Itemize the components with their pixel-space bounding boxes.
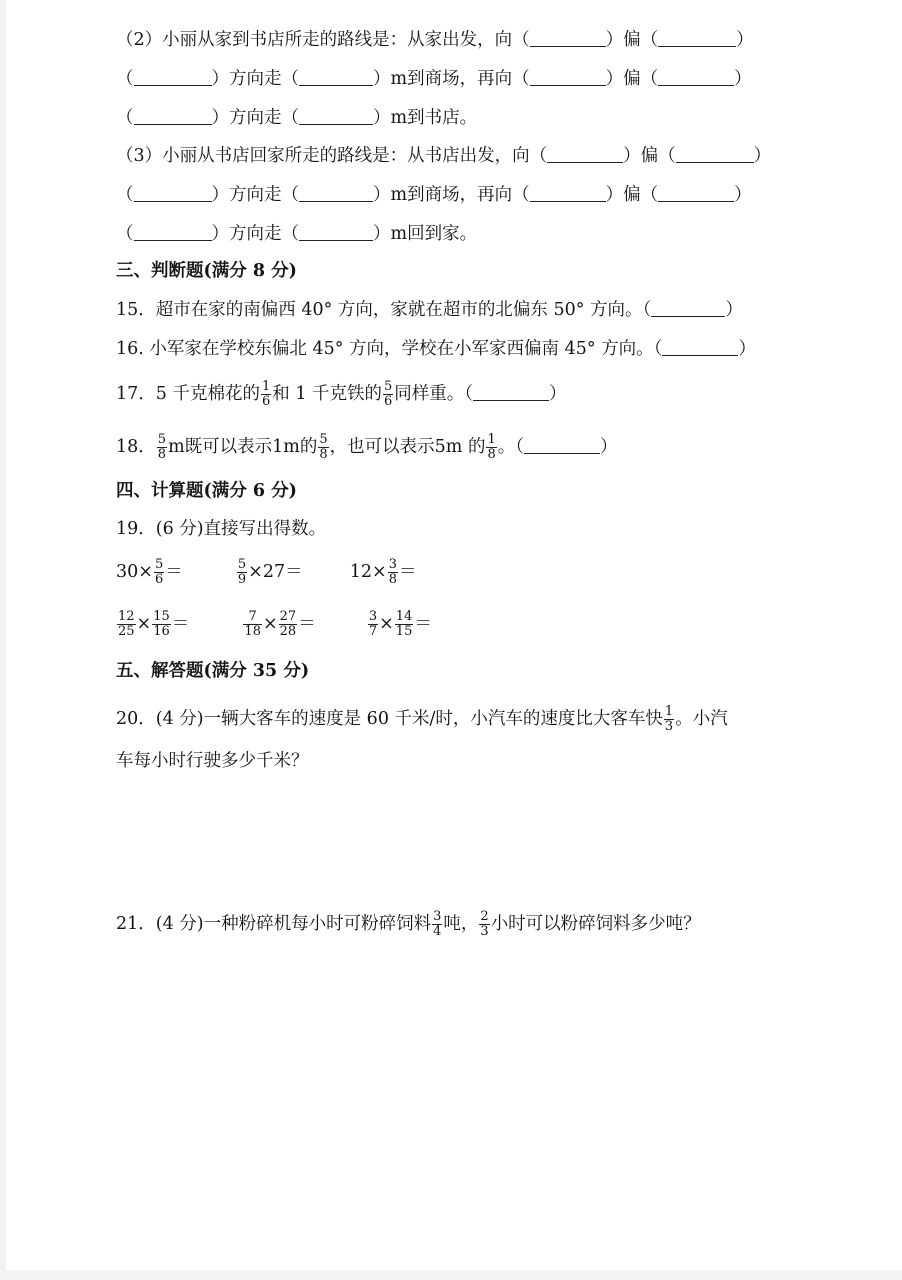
numerator: 2 <box>480 909 489 924</box>
text: 16. 小军家在学校东偏北 45° 方向，学校在小军家西偏南 45° 方向。（ <box>116 339 663 359</box>
denominator: 9 <box>237 572 247 587</box>
text: 和 1 千克铁的 <box>272 384 383 404</box>
q14-2-line3 <box>116 106 477 130</box>
numerator: 5 <box>154 557 164 572</box>
text: 同样重。（ <box>394 384 474 404</box>
numerator: 5 <box>157 432 167 447</box>
text: ＝ <box>414 614 432 634</box>
denominator: 15 <box>395 624 413 639</box>
text: ）偏（ <box>605 69 659 89</box>
text: 15．超市在家的南偏西 40° 方向，家就在超市的北偏东 50° 方向。（ <box>116 300 652 320</box>
text: ）方向走（ <box>211 224 299 244</box>
text: 12× <box>349 562 387 582</box>
fraction <box>664 705 674 734</box>
answer-blank[interactable] <box>530 30 606 47</box>
numerator: 1 <box>261 379 271 394</box>
text: 。（ <box>497 437 524 457</box>
text: ＝ <box>398 562 417 582</box>
answer-blank[interactable] <box>134 108 212 125</box>
text: ）m到商场，再向（ <box>373 185 530 205</box>
q19: 19．(6 分)直接写出得数。 <box>116 519 327 539</box>
text: ） <box>736 30 754 50</box>
q14-2-line1 <box>116 28 754 52</box>
fraction <box>383 380 393 409</box>
answer-blank[interactable] <box>662 339 738 356</box>
text: 。小汽 <box>675 709 728 729</box>
text: ）m到商场，再向（ <box>373 69 530 89</box>
text: 小时可以粉碎饲料多少吨？ <box>490 914 701 934</box>
answer-blank[interactable] <box>658 185 734 202</box>
text: ＝ <box>165 562 183 582</box>
text: （2）小丽从家到书店所走的路线是：从家出发，向（ <box>116 30 530 50</box>
answer-blank[interactable] <box>530 69 606 86</box>
text: ） <box>734 69 752 89</box>
denominator: 25 <box>118 624 135 639</box>
fraction <box>154 558 164 587</box>
q15 <box>116 298 743 322</box>
denominator: 8 <box>157 447 167 462</box>
expr-2 <box>236 557 303 587</box>
fraction <box>486 433 496 462</box>
q20-line2: 车每小时行驶多少千米？ <box>116 751 309 771</box>
text: ）偏（ <box>623 146 676 166</box>
text: （ <box>116 108 134 128</box>
fraction <box>368 610 378 639</box>
denominator: 28 <box>279 624 297 639</box>
numerator: 7 <box>243 610 262 625</box>
answer-blank[interactable] <box>299 185 373 202</box>
text: ） <box>738 339 756 359</box>
q20-line1 <box>116 705 728 734</box>
text: ＝ <box>171 614 190 634</box>
answer-blank[interactable] <box>134 185 212 202</box>
answer-blank[interactable] <box>676 146 754 163</box>
text: （ <box>116 185 134 205</box>
numerator: 14 <box>395 609 413 624</box>
fraction <box>279 610 298 639</box>
numerator: 5 <box>384 379 393 394</box>
text: ） <box>725 300 743 320</box>
text: ＝ <box>298 614 316 634</box>
answer-blank[interactable] <box>524 437 600 454</box>
q14-2-line2 <box>116 67 752 91</box>
denominator: 7 <box>368 624 378 639</box>
expr-4 <box>116 609 190 639</box>
text: m既可以表示1m的 <box>168 437 318 457</box>
answer-blank[interactable] <box>299 69 373 86</box>
text: ）方向走（ <box>211 108 299 128</box>
fraction <box>237 558 247 587</box>
calc-row-1 <box>116 558 416 587</box>
numerator: 3 <box>433 909 442 924</box>
denominator: 3 <box>664 719 674 734</box>
text: 18． <box>116 437 156 457</box>
expr-1 <box>116 557 183 587</box>
expr-6 <box>367 609 432 639</box>
text: （3）小丽从书店回家所走的路线是：从书店出发，向（ <box>116 146 548 166</box>
fraction <box>152 610 171 639</box>
text: 21．(4 分)一种粉碎机每小时可粉碎饲料 <box>116 914 432 934</box>
q18 <box>116 433 618 462</box>
expr-5 <box>242 609 316 639</box>
text: 17．5 千克棉花的 <box>116 384 260 404</box>
fraction <box>243 610 262 639</box>
fraction <box>318 433 328 462</box>
text: ） <box>753 146 772 166</box>
text: ） <box>600 437 618 457</box>
numerator: 1 <box>664 704 674 719</box>
q16 <box>116 337 756 361</box>
fraction <box>117 610 136 639</box>
numerator: 5 <box>237 557 247 572</box>
text: ）偏（ <box>605 30 659 50</box>
denominator: 8 <box>319 447 328 462</box>
answer-blank[interactable] <box>134 224 212 241</box>
q14-3-line2 <box>116 183 752 207</box>
text: 20．(4 分)一辆大客车的速度是 60 千米/时，小汽车的速度比大客车快 <box>116 709 663 729</box>
fraction <box>261 380 271 409</box>
text: ） <box>734 185 752 205</box>
text: ） <box>549 384 567 404</box>
fraction <box>432 910 442 939</box>
answer-blank[interactable] <box>658 69 734 86</box>
page-edge <box>0 0 6 1280</box>
text: ）m回到家。 <box>373 224 478 244</box>
answer-blank[interactable] <box>651 300 725 317</box>
numerator: 12 <box>118 609 135 624</box>
numerator: 1 <box>487 432 496 447</box>
answer-blank[interactable] <box>658 30 736 47</box>
q17 <box>116 380 567 409</box>
fraction <box>395 610 414 639</box>
denominator: 8 <box>487 447 496 462</box>
denominator: 6 <box>384 394 393 409</box>
text: （ <box>116 69 134 89</box>
q21 <box>116 910 701 939</box>
answer-blank[interactable] <box>547 146 623 163</box>
q14-3-line3 <box>116 222 477 246</box>
page-bottom-edge <box>0 1270 902 1280</box>
section-3-heading: 三、判断题(满分 8 分) <box>116 261 297 281</box>
denominator: 16 <box>153 624 170 639</box>
fraction <box>388 558 398 587</box>
answer-blank[interactable] <box>473 384 549 401</box>
numerator: 3 <box>368 609 378 624</box>
text: 30× <box>116 562 153 582</box>
answer-blank[interactable] <box>134 69 212 86</box>
answer-blank[interactable] <box>299 108 373 125</box>
numerator: 15 <box>153 609 170 624</box>
section-4-heading: 四、计算题(满分 6 分) <box>116 481 297 501</box>
answer-blank[interactable] <box>530 185 606 202</box>
numerator: 3 <box>388 557 397 572</box>
text: ）m到书店。 <box>373 108 478 128</box>
denominator: 6 <box>261 394 271 409</box>
text: × <box>262 614 278 634</box>
text: ，也可以表示5m 的 <box>329 437 486 457</box>
text: ）偏（ <box>605 185 659 205</box>
text: 吨， <box>443 914 479 934</box>
expr-3 <box>349 557 417 587</box>
denominator: 8 <box>388 572 397 587</box>
denominator: 6 <box>154 572 164 587</box>
text: ）方向走（ <box>211 185 299 205</box>
q14-3-line1 <box>116 144 771 168</box>
text: ）方向走（ <box>211 69 299 89</box>
text: （ <box>116 224 134 244</box>
fraction <box>157 433 167 462</box>
answer-blank[interactable] <box>299 224 373 241</box>
section-5-heading: 五、解答题(满分 35 分) <box>116 661 310 681</box>
denominator: 4 <box>433 924 442 939</box>
numerator: 27 <box>279 609 297 624</box>
calc-row-2 <box>116 610 432 639</box>
denominator: 3 <box>480 924 489 939</box>
numerator: 5 <box>319 432 328 447</box>
text: × <box>136 614 152 634</box>
text: × <box>379 614 394 634</box>
fraction <box>479 910 489 939</box>
denominator: 18 <box>244 624 261 639</box>
text: ×27＝ <box>248 562 303 582</box>
